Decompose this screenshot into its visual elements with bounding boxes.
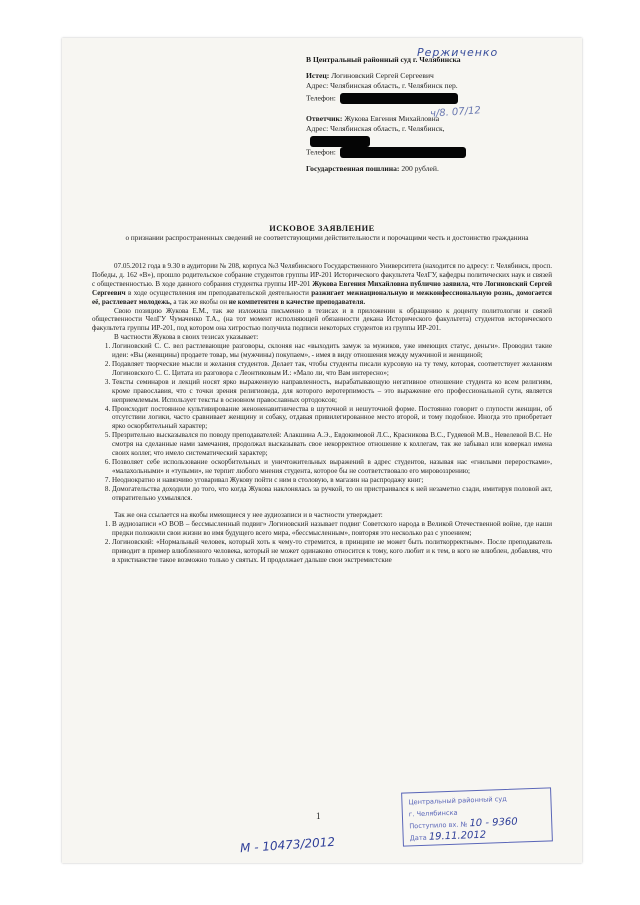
text-run-bold: разжигает межнациональную и межконфессиональную рознь, домогается её, растлевает молодежь, (92, 288, 552, 306)
list-item: 6. Позволяет себе использование оскорбительных и уничтожительных выражений в адрес студентов, называя нас «гнилыми переростками», «малахольными» и «тупыми», не терпит любого мнения студента, которое бы не соответствовало его мировоззрению; (112, 458, 552, 476)
text-run: 07.05.2012 года в 9.30 в аудитории № 208, корпуса №3 Челябинского Государственного Университета (находится по адресу: г. Челябинск, просп. Победы, д. 162 «В»), прошло родительское собрание студентов группы ИР-201 Исторического факультета ЧелГУ, кафедры политических наук и связей с общественностью. В ходе данного собрания студентка группы ИР-201 (92, 262, 552, 288)
registration-number: М - 10473/2012 (239, 834, 336, 856)
list-item: 2. Логиновский: «Нормальный человек, который хоть к чему-то стремится, в принципе не может быть политкорректным». После преподаватель приводит в пример влюбленного человека, который не может одинаково относится к тому, кого любит и к тем, в кого не влюблен, добавляя, что в христианстве такое возможно только у святых. И продолжает дальше свои экстремистские (112, 538, 552, 565)
paragraph: Так же она ссылается на якобы имеющиеся у нее аудиозаписи и в частности утверждает: (114, 511, 383, 520)
defendant-label: Ответчик: (306, 114, 343, 123)
defendant-address: Адрес: Челябинская область, г. Челябинск, (306, 124, 445, 133)
state-fee-row (306, 164, 576, 174)
paragraph: Свою позицию Жукова Е.М., так же изложила письменно в тезисах и в приложении к обращению к доценту политологии и связей общественности ЧелГУ Чумаченко Т.А., (на тот момент исполняющей обязанности декана Исторического факультета) студентов исторического факультета группы ИР-201, под котором она хитростью получила подписи некоторых студентов из группы ИР-201. (92, 306, 552, 333)
redaction-mark (340, 93, 458, 104)
stamp-city: г. Челябинска (408, 808, 458, 819)
document-subtitle: о признании распространенных сведений не соответствующими действительности и порочащими честь и достоинство гражданина (125, 234, 529, 242)
paragraph: В частности Жукова в своих тезисах указывает: (114, 333, 259, 342)
paragraph (92, 262, 552, 307)
plaintiff-phone-row (306, 93, 576, 104)
plaintiff-name: Логиновский Сергей Сергеевич (331, 71, 434, 80)
list-item: 7. Неоднократно и навязчиво уговаривал Жукову пойти с ним в столовую, в магазин на распродажу книг; (112, 476, 552, 485)
list-item: 2. Подавляет творческие мысли и желания студентов. Делает так, чтобы студенты писали курсовую на ту тему, которая, соответствует желаниям Логиновского С. С. Цитата из разговора с Леонтиковым И.: «Мало ли, что Вам интересно»; (112, 360, 552, 378)
redaction-mark (340, 147, 466, 158)
audio-list (92, 520, 552, 565)
handwritten-name: Pepжиченко (417, 46, 499, 59)
fee-label: Государственная пошлина: (306, 164, 400, 173)
defendant-redacted-line (306, 136, 576, 147)
stamp-court: Центральный районный суд (408, 794, 507, 807)
plaintiff-address: Адрес: Челябинская область, г. Челябинск пер. (306, 81, 458, 90)
list-item: 8. Домогательства доходили до того, что когда Жукова наклонялась за ручкой, то он пристраивался к ней незаметно сзади, имитируя половой акт, отвратительно ухмылялся. (112, 485, 552, 503)
list-item: 5. Презрительно высказывался по поводу преподавателей: Алакшина А.Э., Евдокимовой Л.С., Красникова В.С., Гудяевой М.В., Невелевой В.С. Не смотря на сделанные нами замечания, продолжал высказывать свое некорректное отношение к коллегам, так же забывал или коверкал имена своих коллег, что имело систематический характер; (112, 431, 552, 458)
stamp-date-label: Дата (409, 833, 427, 843)
list-item: 1. Логиновский С. С. вел растлевающие разговоры, склоняя нас «выходить замуж за мужиков, уже имеющих статус, деньги». Проводил такие идеи: «Вы (женщины) продаете товар, мы (мужчины) покупаем», - имея в виду отношения между мужчиной и женщиной; (112, 342, 552, 360)
list-item: 1. В аудиозаписи «О ВОВ – бессмысленный подвиг» Логиновский называет подвиг Советского народа в Великой Отечественной войне, где наши предки положили свои жизни во имя будущего всего мира, «бессмысленным», повторяя это несколько раз с упоением; (112, 520, 552, 538)
stamp-incoming-number: 10 - 9360 (469, 816, 518, 830)
phone-label: Телефон: (306, 147, 336, 157)
defendant-row (306, 114, 576, 124)
phone-label: Телефон: (306, 93, 336, 103)
text-run-bold: Жукова Евгения Михайловна публично заявила, что Логиновский Сергей Сергеевич (92, 279, 552, 297)
redaction-mark (310, 136, 370, 147)
plaintiff-row (306, 71, 576, 81)
text-run: в ходе осуществления им преподавательской деятельности (128, 288, 309, 297)
header-block (306, 55, 576, 174)
list-item: 3. Тексты семинаров и лекций носят ярко выраженную направленность, вырабатывающую негативное отношение студента ко всем религиям, кроме православия, что с точки зрения религиоведа, для которого веротерпимость – это выражение его профессиональной сути, является неприемлемым. Использует тексты в основном православных ортодоксов; (112, 378, 552, 405)
document-title: ИСКОВОЕ ЗАЯВЛЕНИЕ (269, 224, 375, 233)
court-stamp (401, 787, 553, 846)
defendant-phone-row (306, 147, 576, 158)
text-run-bold: не компетентен в качестве преподавателя. (228, 297, 366, 306)
stamp-incoming-label: Поступило вх. № (409, 820, 468, 831)
document-body (92, 262, 552, 565)
text-run: а так же якобы он (173, 297, 228, 306)
plaintiff-label: Истец: (306, 71, 330, 80)
handwritten-note: ч/8. 07/12 (429, 105, 482, 120)
list-item: 4. Происходит постоянное культивирование женоненавитничества в шуточной и нешуточной форме. Постоянно говорит о глупости женщин, об отсутствии логики, часто сравнивает женщину и собаку, отдавая привилегированное место второй, и тому подобное. Иногда это приобретает ярко оскорбительный характер; (112, 405, 552, 432)
page-number: 1 (316, 811, 321, 821)
stamp-date: 19.11.2012 (428, 829, 487, 843)
court-name: В Центральный районный суд г. Челябинска (306, 55, 461, 64)
theses-list (92, 342, 552, 502)
document-page (62, 38, 582, 863)
fee-value: 200 рублей. (401, 164, 439, 173)
defendant-name: Жукова Евгения Михайловна (344, 114, 440, 123)
